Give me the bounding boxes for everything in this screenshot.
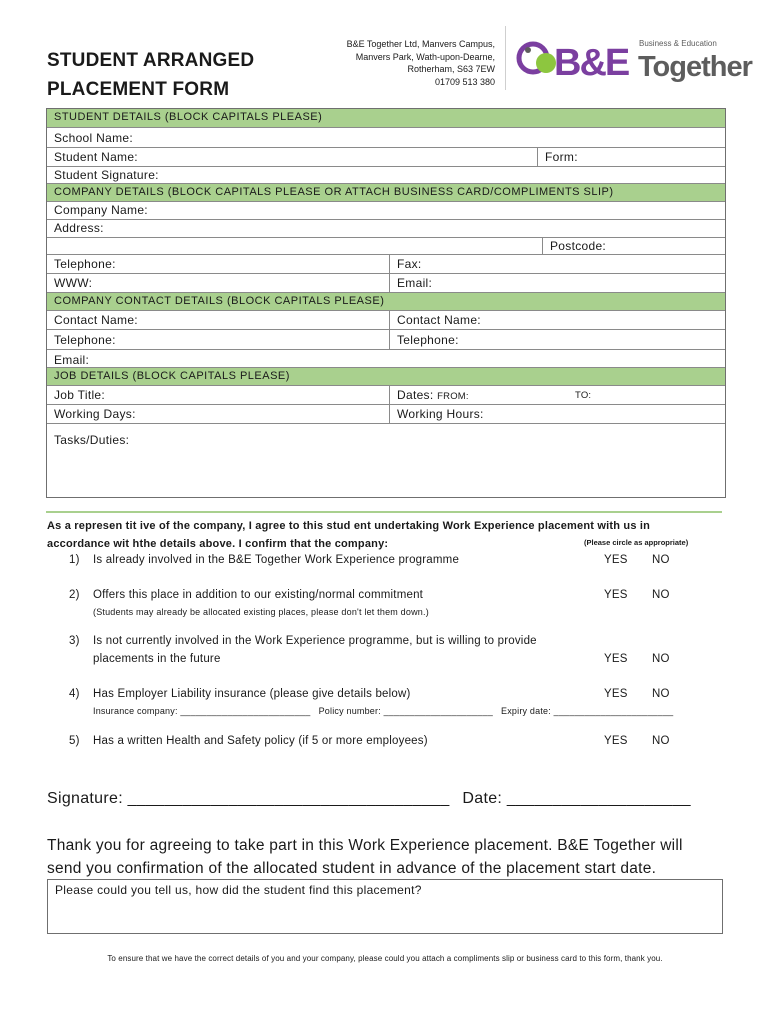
- www-row: [47, 274, 725, 293]
- be-together-logo: [514, 30, 759, 86]
- q2-yes-option[interactable]: YES: [604, 589, 628, 601]
- signature-line: [47, 790, 691, 808]
- q3-no-option[interactable]: NO: [652, 653, 670, 665]
- company-email-field[interactable]: Email:: [389, 274, 727, 292]
- q4-no-option[interactable]: NO: [652, 688, 670, 700]
- details-form: [46, 108, 726, 498]
- contact-details-header: COMPANY CONTACT DETAILS (BLOCK CAPITALS PLEASE): [47, 293, 725, 311]
- contact-telephone-2-field[interactable]: Telephone:: [389, 330, 727, 349]
- contact-telephone-row: [47, 330, 725, 350]
- declaration-intro: As a represen tit ive of the company, I agree to this stud ent undertaking Work Experience placement with us in accordance wit hthe details above. I confirm that the company:: [47, 520, 651, 550]
- q4-yes-option[interactable]: YES: [604, 688, 628, 700]
- company-name-field[interactable]: Company Name:: [47, 202, 725, 220]
- placement-source-box[interactable]: Please could you tell us, how did the student find this placement?: [47, 879, 723, 934]
- job-details-header: JOB DETAILS (BLOCK CAPITALS PLEASE): [47, 368, 725, 386]
- circle-note: (Please circle as appropriate): [584, 538, 689, 547]
- dates-field[interactable]: Dates: FROM: TO:: [389, 386, 727, 404]
- postcode-row: [47, 238, 725, 255]
- question-3: 3) Is not currently involved in the Work Experience programme, but is willing to provide placements in the future YES NO: [47, 632, 727, 668]
- job-title-row: [47, 386, 725, 405]
- dates-to-label: TO:: [575, 390, 592, 401]
- working-days-field[interactable]: Working Days:: [54, 407, 136, 421]
- student-name-row: [47, 148, 725, 167]
- logo-name: Together: [638, 51, 752, 83]
- contact-email-field[interactable]: Email:: [47, 350, 725, 368]
- contact-name-1-field[interactable]: Contact Name:: [54, 313, 138, 327]
- date-field[interactable]: Date: ____________________: [462, 790, 691, 807]
- postcode-field[interactable]: Postcode:: [542, 238, 727, 255]
- contact-name-2-field[interactable]: Contact Name:: [389, 311, 727, 329]
- header-divider: [505, 26, 506, 90]
- q2-note: (Students may already be allocated existing places, please don't let them down.): [93, 607, 429, 617]
- logo-mark: B&E: [554, 42, 629, 84]
- logo-tagline: Business & Education: [639, 39, 717, 48]
- logo-dot: [525, 47, 531, 53]
- thank-you-text: Thank you for agreeing to take part in this Work Experience placement. B&E Together will send you confirmation of the allocated student in advance of the placement start date.: [47, 837, 683, 877]
- q5-no-option[interactable]: NO: [652, 735, 670, 747]
- company-address: B&E Together Ltd, Manvers Campus, Manvers Park, Wath-upon-Dearne, Rotherham, S63 7EW 01709 513 380: [346, 39, 495, 87]
- signature-field[interactable]: Signature: ___________________________________: [47, 790, 450, 807]
- contact-name-row: [47, 311, 725, 330]
- company-telephone-row: [47, 255, 725, 274]
- www-field[interactable]: WWW:: [54, 276, 93, 290]
- tasks-duties-field[interactable]: Tasks/Duties:: [54, 433, 130, 447]
- section-divider: [46, 511, 722, 513]
- fax-field[interactable]: Fax:: [389, 255, 727, 273]
- working-days-row: [47, 405, 725, 424]
- company-telephone-field[interactable]: Telephone:: [54, 257, 116, 271]
- q1-no-option[interactable]: NO: [652, 554, 670, 566]
- q5-yes-option[interactable]: YES: [604, 735, 628, 747]
- logo-circle-lime: [536, 53, 556, 73]
- job-title-field[interactable]: Job Title:: [54, 388, 106, 402]
- working-hours-field[interactable]: Working Hours:: [389, 405, 727, 423]
- contact-telephone-1-field[interactable]: Telephone:: [54, 333, 116, 347]
- dates-from-label: FROM:: [437, 391, 469, 402]
- q1-yes-option[interactable]: YES: [604, 554, 628, 566]
- school-name-field[interactable]: School Name:: [47, 128, 725, 148]
- student-signature-field[interactable]: Student Signature:: [47, 167, 725, 184]
- address-field[interactable]: Address:: [47, 220, 725, 238]
- form-title: STUDENT ARRANGED PLACEMENT FORM: [47, 50, 255, 100]
- company-details-header: COMPANY DETAILS (BLOCK CAPITALS PLEASE OR ATTACH BUSINESS CARD/COMPLIMENTS SLIP): [47, 184, 725, 202]
- student-name-field[interactable]: Student Name:: [54, 150, 138, 164]
- footer-note: To ensure that we have the correct details of you and your company, please could you attach a compliments slip or business card to this form, thank you.: [107, 954, 663, 963]
- q3-yes-option[interactable]: YES: [604, 653, 628, 665]
- q2-no-option[interactable]: NO: [652, 589, 670, 601]
- form-field[interactable]: Form:: [537, 148, 727, 166]
- student-details-header: STUDENT DETAILS (BLOCK CAPITALS PLEASE): [47, 109, 725, 128]
- insurance-details-line[interactable]: Insurance company: _________________________ Policy number: _____________________ Expiry date: _______________________: [93, 706, 674, 716]
